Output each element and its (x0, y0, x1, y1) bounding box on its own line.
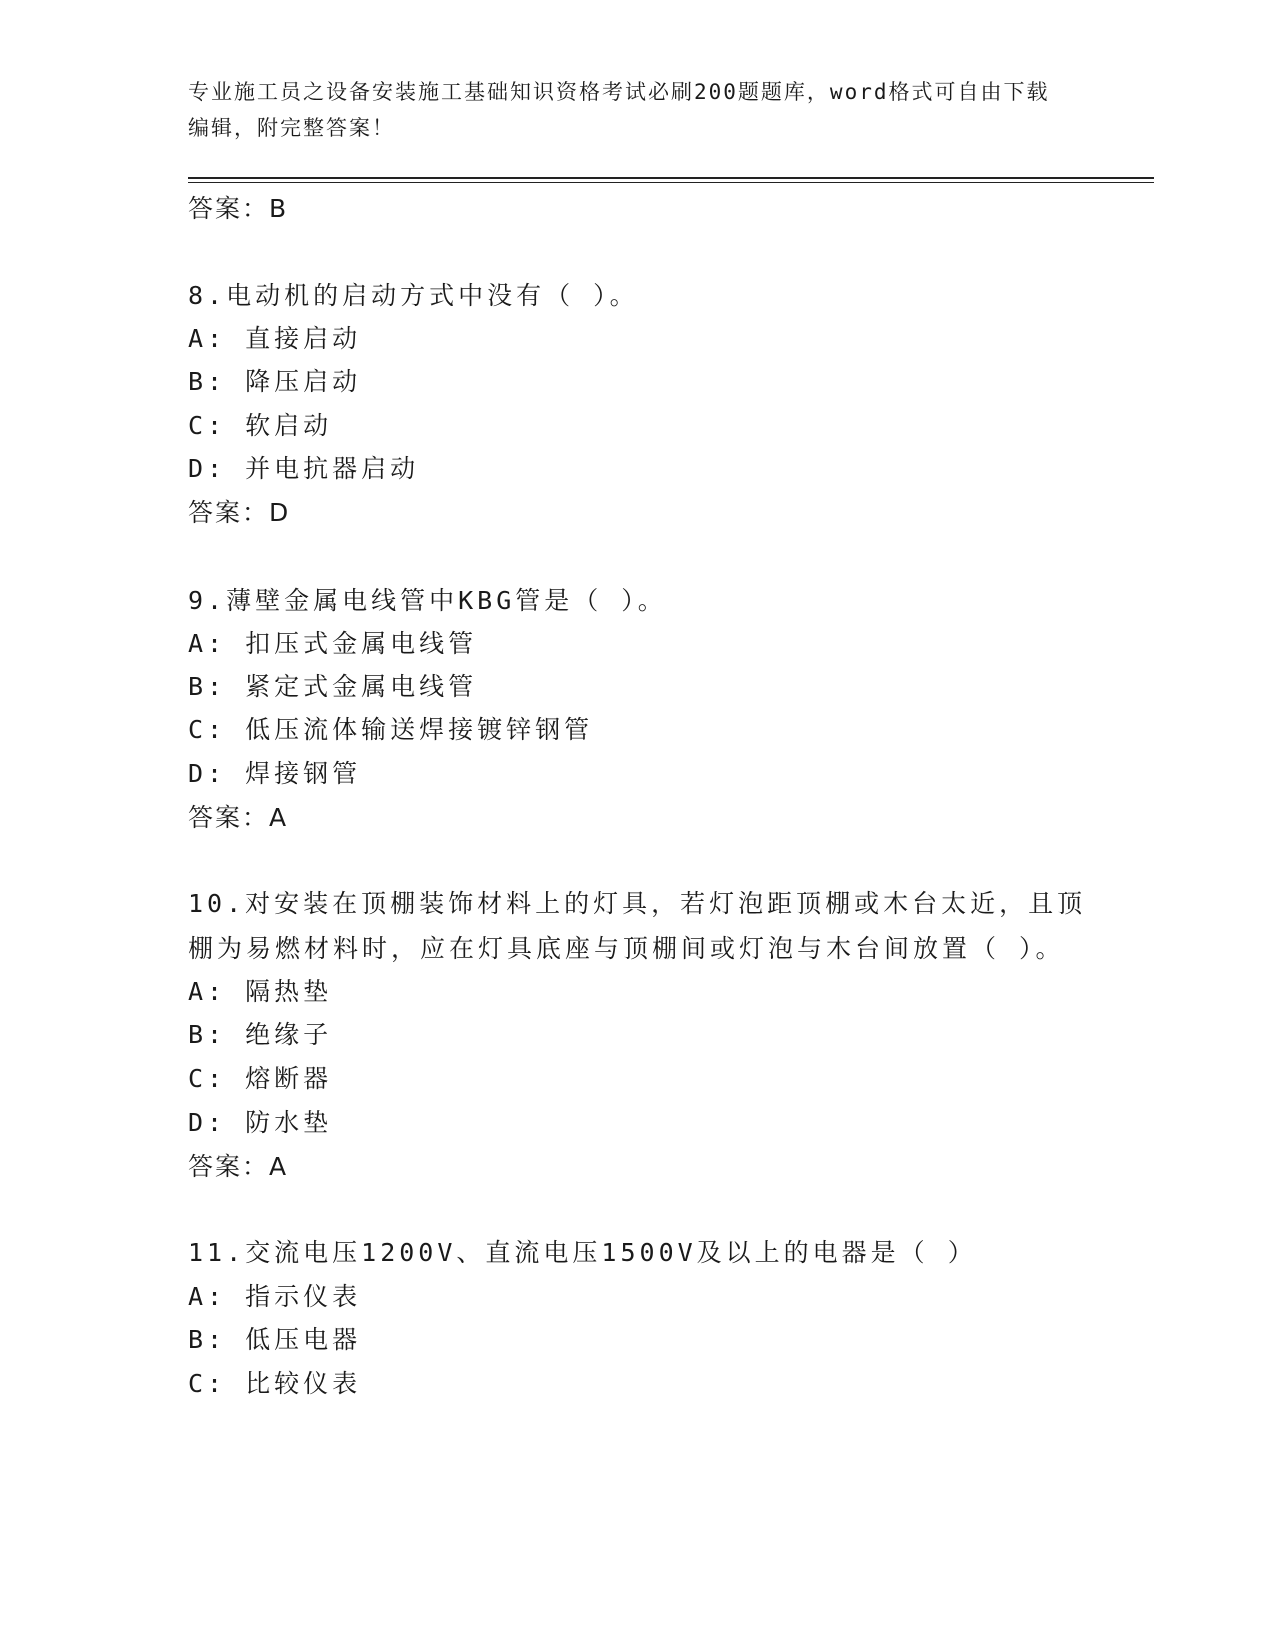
answer-line: 答案：B (188, 194, 289, 223)
option-c: C: 低压流体输送焊接镀锌钢管 (188, 715, 594, 744)
option-a: A: 直接启动 (188, 324, 362, 353)
option-d: D: 防水垫 (188, 1108, 333, 1137)
option-a: A: 隔热垫 (188, 977, 333, 1006)
option-c: C: 比较仪表 (188, 1369, 362, 1398)
question-stem: 11.交流电压1200V、直流电压1500V及以上的电器是（ ） (188, 1238, 977, 1267)
answer-line: 答案：D (188, 498, 291, 527)
option-d: D: 并电抗器启动 (188, 454, 420, 483)
question-stem: 8.电动机的启动方式中没有（ ）。 (188, 281, 639, 310)
header-divider-thick (188, 177, 1154, 179)
question-stem: 9.薄壁金属电线管中KBG管是（ ）。 (188, 586, 667, 615)
answer-line: 答案：A (188, 803, 289, 832)
option-b: B: 低压电器 (188, 1325, 362, 1354)
option-a: A: 指示仪表 (188, 1282, 362, 1311)
option-d: D: 焊接钢管 (188, 759, 362, 788)
option-c: C: 熔断器 (188, 1064, 333, 1093)
option-b: B: 绝缘子 (188, 1020, 333, 1049)
option-b: B: 降压启动 (188, 367, 362, 396)
document-header: 专业施工员之设备安装施工基础知识资格考试必刷200题题库，word格式可自由下载编辑，附完整答案！ (188, 80, 1050, 140)
option-a: A: 扣压式金属电线管 (188, 629, 478, 658)
header-divider-thin (188, 182, 1154, 183)
answer-line: 答案：A (188, 1152, 289, 1181)
question-stem: 10.对安装在顶棚装饰材料上的灯具，若灯泡距顶棚或木台太近，且顶棚为易燃材料时，应在灯具底座与顶棚间或灯泡与木台间放置（ ）。 (188, 889, 1087, 963)
option-b: B: 紧定式金属电线管 (188, 672, 478, 701)
option-c: C: 软启动 (188, 411, 333, 440)
